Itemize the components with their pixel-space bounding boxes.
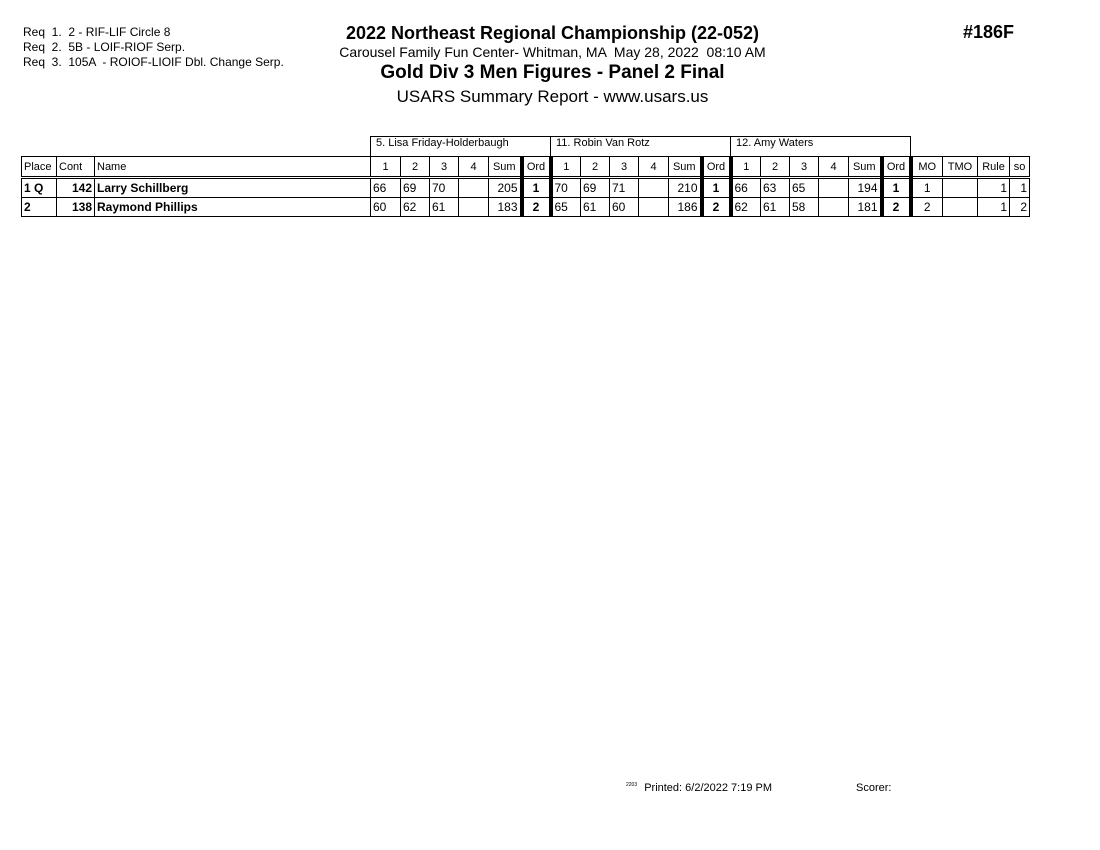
col-j2-4: 4: [639, 157, 669, 178]
judge-2: 11. Robin Van Rotz: [551, 137, 731, 157]
table-row: [22, 178, 1030, 198]
score: 70: [551, 178, 581, 198]
score-sum: 181: [849, 198, 882, 217]
judge-3: 12. Amy Waters: [731, 137, 911, 157]
printed-timestamp: Printed: 6/2/2022 7:19 PM: [644, 782, 772, 794]
competition-title: 2022 Northeast Regional Championship (22-052): [345, 23, 760, 43]
col-j2-1: 1: [551, 157, 581, 178]
score: 69: [581, 178, 610, 198]
col-j3-2: 2: [761, 157, 790, 178]
col-cont: Cont: [57, 157, 95, 178]
contestant-number: 138: [57, 198, 95, 217]
col-j1-ord: Ord: [522, 157, 551, 178]
score: 69: [401, 178, 430, 198]
score: 65: [551, 198, 581, 217]
majority-ordinal: 2: [911, 198, 943, 217]
score: 62: [401, 198, 430, 217]
score: 61: [761, 198, 790, 217]
score: 61: [581, 198, 610, 217]
col-rule: Rule: [978, 157, 1010, 178]
col-j3-sum: Sum: [849, 157, 882, 178]
col-j3-ord: Ord: [882, 157, 911, 178]
col-j1-2: 2: [401, 157, 430, 178]
score: 66: [371, 178, 401, 198]
score-sum: 183: [489, 198, 522, 217]
ordinal: 1: [522, 178, 551, 198]
col-j1-1: 1: [371, 157, 401, 178]
col-mo: MO: [911, 157, 943, 178]
ordinal: 1: [882, 178, 911, 198]
ordinal: 2: [522, 198, 551, 217]
place: 1 Q: [22, 178, 57, 198]
figure-requirements: [23, 25, 284, 70]
score-sum: 186: [669, 198, 702, 217]
col-tmo: TMO: [943, 157, 978, 178]
sort-order: 1: [1010, 178, 1030, 198]
event-title: Gold Div 3 Men Figures - Panel 2 Final: [380, 62, 725, 83]
judges-row: [22, 137, 1030, 157]
col-so: so: [1010, 157, 1030, 178]
score: 62: [731, 198, 761, 217]
requirement-3: Req 3. 105A - ROIOF-LIOIF Dbl. Change Serp.: [23, 55, 284, 69]
col-name: Name: [95, 157, 371, 178]
majority-ordinal: 1: [911, 178, 943, 198]
column-header-row: [22, 157, 1030, 178]
score: 61: [430, 198, 459, 217]
score: [639, 178, 669, 198]
total-majority-ordinal: [943, 178, 978, 198]
score-sum: 205: [489, 178, 522, 198]
score: 63: [761, 178, 790, 198]
tiny-mark: 2203: [626, 782, 638, 788]
report-header: [290, 22, 815, 108]
score: 66: [731, 178, 761, 198]
score: 70: [430, 178, 459, 198]
venue-datetime: Carousel Family Fun Center- Whitman, MA May 28, 2022 08:10 AM: [339, 44, 766, 60]
score: 71: [610, 178, 639, 198]
print-info: [626, 782, 772, 794]
score: 60: [371, 198, 401, 217]
score-sum: 210: [669, 178, 702, 198]
col-j2-ord: Ord: [702, 157, 731, 178]
place: 2: [22, 198, 57, 217]
score: 60: [610, 198, 639, 217]
requirement-1: Req 1. 2 - RIF-LIF Circle 8: [23, 25, 171, 39]
ordinal: 2: [882, 198, 911, 217]
col-j3-4: 4: [819, 157, 849, 178]
col-j3-1: 1: [731, 157, 761, 178]
requirement-2: Req 2. 5B - LOIF-RIOF Serp.: [23, 40, 186, 54]
col-j1-3: 3: [430, 157, 459, 178]
col-j1-4: 4: [459, 157, 489, 178]
skater-name: Raymond Phillips: [95, 198, 371, 217]
total-majority-ordinal: [943, 198, 978, 217]
scorer-label: Scorer:: [856, 782, 892, 794]
col-j2-sum: Sum: [669, 157, 702, 178]
ordinal: 2: [702, 198, 731, 217]
score: [639, 198, 669, 217]
score: [459, 198, 489, 217]
ordinal: 1: [702, 178, 731, 198]
event-number: #186F: [963, 22, 1015, 42]
sort-order: 2: [1010, 198, 1030, 217]
col-j2-3: 3: [610, 157, 639, 178]
col-j2-2: 2: [581, 157, 610, 178]
contestant-number: 142: [57, 178, 95, 198]
rule: 1: [978, 178, 1010, 198]
col-j1-sum: Sum: [489, 157, 522, 178]
report-subtitle: USARS Summary Report - www.usars.us: [396, 87, 709, 106]
score-sum: 194: [849, 178, 882, 198]
results-table: [21, 136, 1030, 217]
judge-1: 5. Lisa Friday-Holderbaugh: [371, 137, 551, 157]
table-row: [22, 198, 1030, 217]
rule: 1: [978, 198, 1010, 217]
col-place: Place: [22, 157, 57, 178]
score: [459, 178, 489, 198]
score: 58: [790, 198, 819, 217]
score: 65: [790, 178, 819, 198]
score: [819, 198, 849, 217]
skater-name: Larry Schillberg: [95, 178, 371, 198]
col-j3-3: 3: [790, 157, 819, 178]
score: [819, 178, 849, 198]
